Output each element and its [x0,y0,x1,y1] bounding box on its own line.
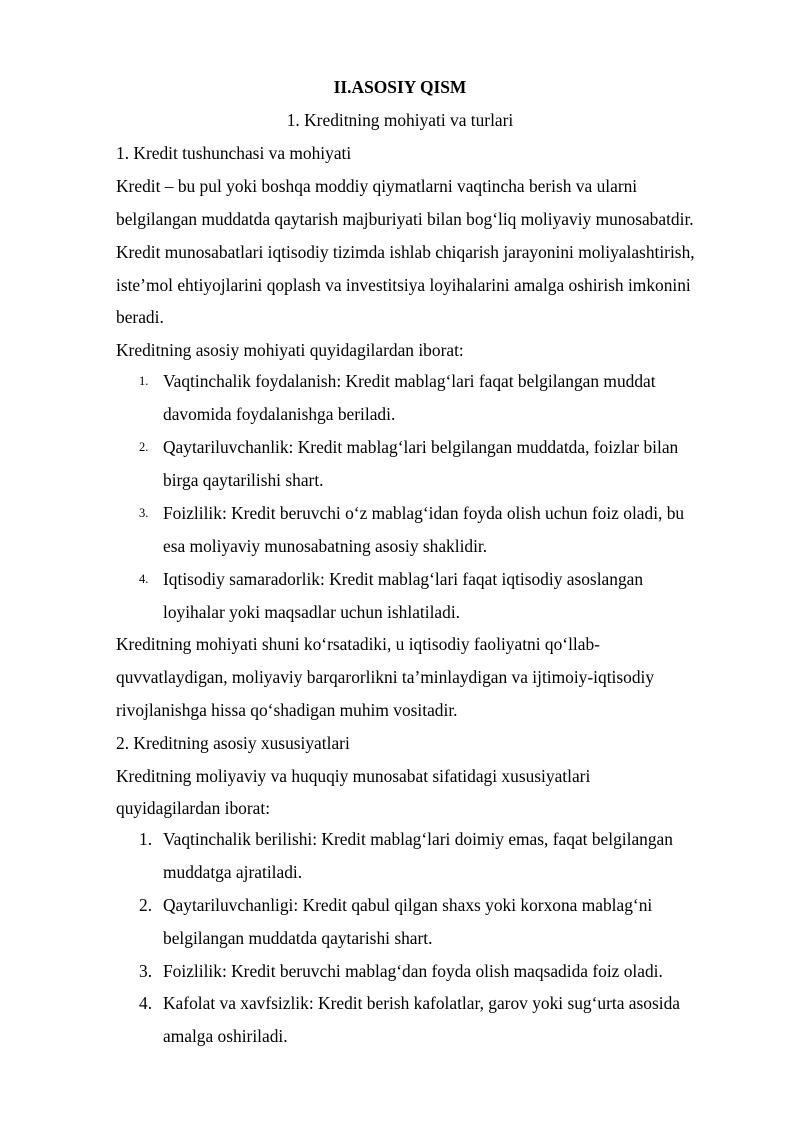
list-number: 4. [139,993,153,1013]
list-item-line: Vaqtinchalik berilishi: Kredit mablag‘lari doimiy emas, faqat belgilangan [163,829,673,849]
list-number: 2. [139,440,149,454]
list-item-line: Vaqtinchalik foydalanish: Kredit mablag‘lari faqat belgilangan muddat [163,371,656,391]
list-item-line: esa moliyaviy munosabatning asosiy shaklidir. [163,536,488,556]
paragraph-line: Kreditning moliyaviy va huquqiy munosabat sifatidagi xususiyatlari [116,766,591,786]
paragraph-line: quvvatlaydigan, moliyaviy barqarorlikni ta’minlaydigan va ijtimoiy-iqtisodiy [116,667,655,687]
paragraph-line: Kredit munosabatlari iqtisodiy tizimda ishlab chiqarish jarayonini moliyalashtirish, [116,242,695,262]
paragraph-line: Kreditning mohiyati shuni ko‘rsatadiki, u iqtisodiy faoliyatni qo‘llab- [116,634,600,654]
section-title: II.ASOSIY QISM [333,77,467,97]
list-item-line: Iqtisodiy samaradorlik: Kredit mablag‘lari faqat iqtisodiy asoslangan [163,569,644,589]
list-number: 3. [139,506,149,520]
list-item-line: loyihalar yoki maqsadlar uchun ishlatiladi. [163,602,461,622]
list-item-line: davomida foydalanishga beriladi. [163,404,396,424]
list-item-line: Kafolat va xavfsizlik: Kredit berish kafolatlar, garov yoki sug‘urta asosida [163,993,680,1013]
list-item-line: Qaytariluvchanlik: Kredit mablag‘lari belgilangan muddatda, foizlar bilan [163,437,679,457]
list-item-line: Foizlilik: Kredit beruvchi mablag‘dan foyda olish maqsadida foiz oladi. [163,961,663,981]
chapter-title: 1. Kreditning mohiyati va turlari [286,110,514,130]
list-number: 1. [139,374,149,388]
paragraph-line: belgilangan muddatda qaytarish majburiyati bilan bog‘liq moliyaviy munosabatdir. [116,209,694,229]
paragraph-line: rivojlanishga hissa qo‘shadigan muhim vositadir. [116,700,458,720]
paragraph-line: quyidagilardan iborat: [116,798,271,818]
list-number: 3. [139,961,153,981]
list-number: 1. [139,829,153,849]
list-item-line: belgilangan muddatda qaytarishi shart. [163,928,433,948]
list-item-line: Qaytariluvchanligi: Kredit qabul qilgan shaxs yoki korxona mablag‘ni [163,895,653,915]
paragraph-line: Kredit – bu pul yoki boshqa moddiy qiymatlarni vaqtincha berish va ularni [116,176,638,196]
list-number: 4. [139,572,149,586]
paragraph-line: iste’mol ehtiyojlarini qoplash va investitsiya loyihalarini amalga oshirish imkonini [116,275,691,295]
subsection-title: 2. Kreditning asosiy xususiyatlari [116,733,350,753]
paragraph-line: beradi. [116,307,164,327]
list-item-line: muddatga ajratiladi. [163,862,303,882]
subsection-title: 1. Kredit tushunchasi va mohiyati [116,143,352,163]
list-item-line: Foizlilik: Kredit beruvchi o‘z mablag‘idan foyda olish uchun foiz oladi, bu [163,503,685,523]
paragraph-line: Kreditning asosiy mohiyati quyidagilardan iborat: [116,340,464,360]
list-item-line: amalga oshiriladi. [163,1026,288,1046]
list-number: 2. [139,895,153,915]
list-item-line: birga qaytarilishi shart. [163,470,324,490]
